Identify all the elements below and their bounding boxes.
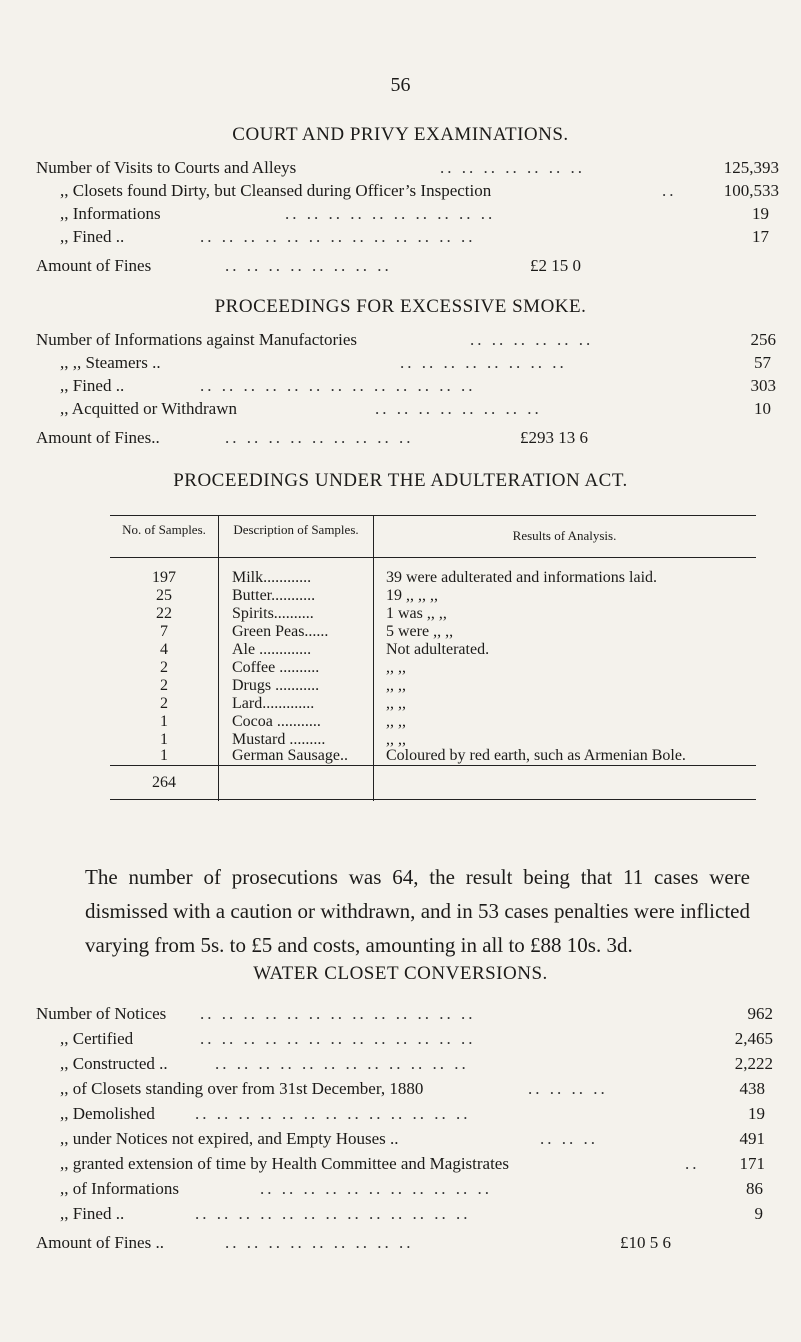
row-value: 491 bbox=[739, 1129, 765, 1148]
row-value: 19 bbox=[748, 1104, 765, 1123]
amount-label: Amount of Fines bbox=[36, 256, 152, 275]
leader-dots: .. .. .. .. .. .. .. .. .. bbox=[225, 1233, 414, 1252]
header-samples: No. of Samples. bbox=[122, 522, 206, 537]
sample-count: 4 bbox=[160, 641, 168, 658]
sample-count: 197 bbox=[152, 569, 176, 586]
smoke-amount bbox=[0, 428, 801, 450]
sample-count: 22 bbox=[156, 605, 172, 622]
row-label: Number of Visits to Courts and Alleys bbox=[36, 158, 297, 177]
courts-heading: COURT AND PRIVY EXAMINATIONS. bbox=[232, 124, 569, 145]
amount-label: Amount of Fines .. bbox=[36, 1233, 164, 1252]
row-label: ,, of Informations bbox=[60, 1179, 179, 1198]
smoke-heading: PROCEEDINGS FOR EXCESSIVE SMOKE. bbox=[214, 296, 587, 317]
sample-description: Lard............. bbox=[232, 695, 315, 712]
prosecutions-paragraph: The number of prosecutions was 64, the result being that 11 cases were dismissed with a caution or withdrawn, and in 53 cases penalties were inflicted varying from 5s. to £5 and costs, amounting in all to £88 10s. 3d. bbox=[85, 865, 750, 957]
amount-value: £2 15 0 bbox=[530, 256, 581, 275]
wc-row bbox=[0, 1104, 801, 1126]
header-results: Results of Analysis. bbox=[512, 528, 617, 543]
row-value: 17 bbox=[752, 227, 769, 246]
sample-description: Milk............ bbox=[232, 569, 312, 586]
leader-dots: .. .. .. bbox=[540, 1129, 598, 1148]
row-value: 2,465 bbox=[734, 1029, 773, 1048]
row-label: ,, Informations bbox=[60, 204, 161, 223]
analysis-result: 39 were adulterated and informations laid. bbox=[386, 569, 658, 586]
row-label: ,, Acquitted or Withdrawn bbox=[60, 399, 237, 418]
courts-row bbox=[0, 227, 801, 249]
table-bottom-rule bbox=[110, 799, 756, 800]
row-label: Number of Notices bbox=[36, 1004, 167, 1023]
row-value: 86 bbox=[746, 1179, 763, 1198]
analysis-result: ,, ,, bbox=[386, 677, 406, 694]
leader-dots: .. bbox=[685, 1154, 700, 1173]
adulteration-heading: PROCEEDINGS UNDER THE ADULTERATION ACT. bbox=[173, 470, 628, 491]
row-label: ,, Fined .. bbox=[60, 376, 125, 395]
leader-dots: .. .. .. .. .. .. .. .. .. .. .. .. .. bbox=[200, 376, 476, 395]
leader-dots: .. .. .. .. .. .. .. .. .. .. .. .. .. bbox=[200, 1004, 476, 1023]
sample-description: Drugs ........... bbox=[232, 677, 320, 694]
page-number: 56 bbox=[390, 74, 411, 96]
sample-description: Butter........... bbox=[232, 587, 316, 604]
leader-dots: .. .. .. .. .. .. bbox=[470, 330, 594, 349]
wc-amount bbox=[0, 1233, 801, 1255]
sample-count: 2 bbox=[160, 659, 168, 676]
analysis-result: Not adulterated. bbox=[386, 641, 490, 658]
row-label: ,, Fined .. bbox=[60, 227, 125, 246]
sample-description: Coffee .......... bbox=[232, 659, 320, 676]
sample-count: 2 bbox=[160, 695, 168, 712]
row-value: 2,222 bbox=[734, 1054, 773, 1073]
row-label: ,, of Closets standing over from 31st December, 1880 bbox=[60, 1079, 424, 1098]
smoke-row bbox=[0, 376, 801, 398]
sample-description: Mustard ......... bbox=[232, 731, 326, 748]
leader-dots: .. .. .. .. .. .. .. .. .. .. .. .. .. bbox=[200, 227, 476, 246]
table-top-rule bbox=[110, 515, 756, 516]
samples-total: 264 bbox=[152, 774, 176, 791]
row-value: 125,393 bbox=[723, 158, 779, 177]
smoke-row bbox=[0, 330, 801, 352]
leader-dots: .. .. .. .. .. .. .. .. .. .. bbox=[285, 204, 496, 223]
adulteration-table bbox=[110, 515, 756, 801]
leader-dots: .. .. .. .. .. .. .. .. .. .. .. .. .. bbox=[195, 1204, 471, 1223]
analysis-result: 1 was ,, ,, bbox=[386, 605, 447, 622]
total-rule bbox=[110, 765, 756, 766]
leader-dots: .. .. .. .. .. .. .. .. bbox=[225, 256, 392, 275]
sample-description: Green Peas...... bbox=[232, 623, 329, 640]
analysis-result: 19 ,, ,, ,, bbox=[386, 587, 438, 604]
row-value: 19 bbox=[752, 204, 769, 223]
row-value: 100,533 bbox=[723, 181, 779, 200]
row-label: ,, under Notices not expired, and Empty Houses .. bbox=[60, 1129, 399, 1148]
wc-heading: WATER CLOSET CONVERSIONS. bbox=[253, 963, 548, 984]
amount-value: £10 5 6 bbox=[620, 1233, 671, 1252]
row-value: 171 bbox=[739, 1154, 765, 1173]
row-label: ,, Closets found Dirty, but Cleansed during Officer’s Inspection bbox=[60, 181, 492, 200]
wc-row bbox=[0, 1129, 801, 1151]
smoke-row bbox=[0, 353, 801, 375]
wc-row bbox=[0, 1154, 801, 1176]
sample-description: German Sausage.. bbox=[232, 747, 348, 764]
row-value: 57 bbox=[754, 353, 771, 372]
leader-dots: .. .. .. .. .. .. .. .. bbox=[375, 399, 542, 418]
sample-count: 1 bbox=[160, 747, 168, 764]
row-label: Number of Informations against Manufactories bbox=[36, 330, 358, 349]
analysis-result: ,, ,, bbox=[386, 659, 406, 676]
wc-row bbox=[0, 1179, 801, 1201]
wc-row bbox=[0, 1004, 801, 1026]
sample-count: 1 bbox=[160, 731, 168, 748]
row-label: ,, Fined .. bbox=[60, 1204, 125, 1223]
row-label: ,, ,, Steamers .. bbox=[60, 353, 161, 372]
courts-row bbox=[0, 204, 801, 226]
amount-value: £293 13 6 bbox=[520, 428, 588, 447]
wc-row bbox=[0, 1204, 801, 1226]
leader-dots: .. .. .. .. bbox=[528, 1079, 608, 1098]
courts-amount bbox=[0, 256, 801, 278]
leader-dots: .. .. .. .. .. .. .. .. .. .. .. .. .. bbox=[200, 1029, 476, 1048]
analysis-result: ,, ,, bbox=[386, 713, 406, 730]
leader-dots: .. .. .. .. .. .. .. .. .. .. .. bbox=[260, 1179, 492, 1198]
courts-row bbox=[0, 181, 801, 203]
sample-count: 1 bbox=[160, 713, 168, 730]
row-value: 303 bbox=[750, 376, 776, 395]
row-value: 962 bbox=[747, 1004, 773, 1023]
row-value: 256 bbox=[750, 330, 776, 349]
sample-description: Cocoa ........... bbox=[232, 713, 321, 730]
leader-dots: .. .. .. .. .. .. .. bbox=[440, 158, 585, 177]
row-label: ,, Certified bbox=[60, 1029, 134, 1048]
leader-dots: .. bbox=[662, 181, 677, 200]
row-value: 10 bbox=[754, 399, 771, 418]
row-label: ,, granted extension of time by Health Committee and Magistrates bbox=[60, 1154, 509, 1173]
wc-row bbox=[0, 1079, 801, 1101]
smoke-row bbox=[0, 399, 801, 421]
sample-description: Spirits.......... bbox=[232, 605, 314, 622]
analysis-result: 5 were ,, ,, bbox=[386, 623, 454, 640]
row-label: ,, Demolished bbox=[60, 1104, 155, 1123]
wc-row bbox=[0, 1054, 801, 1076]
analysis-result: Coloured by red earth, such as Armenian Bole. bbox=[386, 747, 686, 764]
row-label: ,, Constructed .. bbox=[60, 1054, 168, 1073]
header-rule bbox=[110, 557, 756, 558]
leader-dots: .. .. .. .. .. .. .. .. .. bbox=[225, 428, 414, 447]
row-value: 9 bbox=[754, 1204, 763, 1223]
header-description: Description of Samples. bbox=[233, 522, 359, 537]
amount-label: Amount of Fines.. bbox=[36, 428, 160, 447]
sample-count: 7 bbox=[160, 623, 168, 640]
leader-dots: .. .. .. .. .. .. .. .. .. .. .. .. bbox=[215, 1054, 469, 1073]
courts-row bbox=[0, 158, 801, 180]
analysis-result: ,, ,, bbox=[386, 695, 406, 712]
analysis-result: ,, ,, bbox=[386, 731, 406, 748]
leader-dots: .. .. .. .. .. .. .. .. .. .. .. .. .. bbox=[195, 1104, 471, 1123]
sample-description: Ale ............. bbox=[232, 641, 312, 658]
row-value: 438 bbox=[739, 1079, 765, 1098]
sample-count: 25 bbox=[156, 587, 172, 604]
sample-count: 2 bbox=[160, 677, 168, 694]
wc-row bbox=[0, 1029, 801, 1051]
leader-dots: .. .. .. .. .. .. .. .. bbox=[400, 353, 567, 372]
